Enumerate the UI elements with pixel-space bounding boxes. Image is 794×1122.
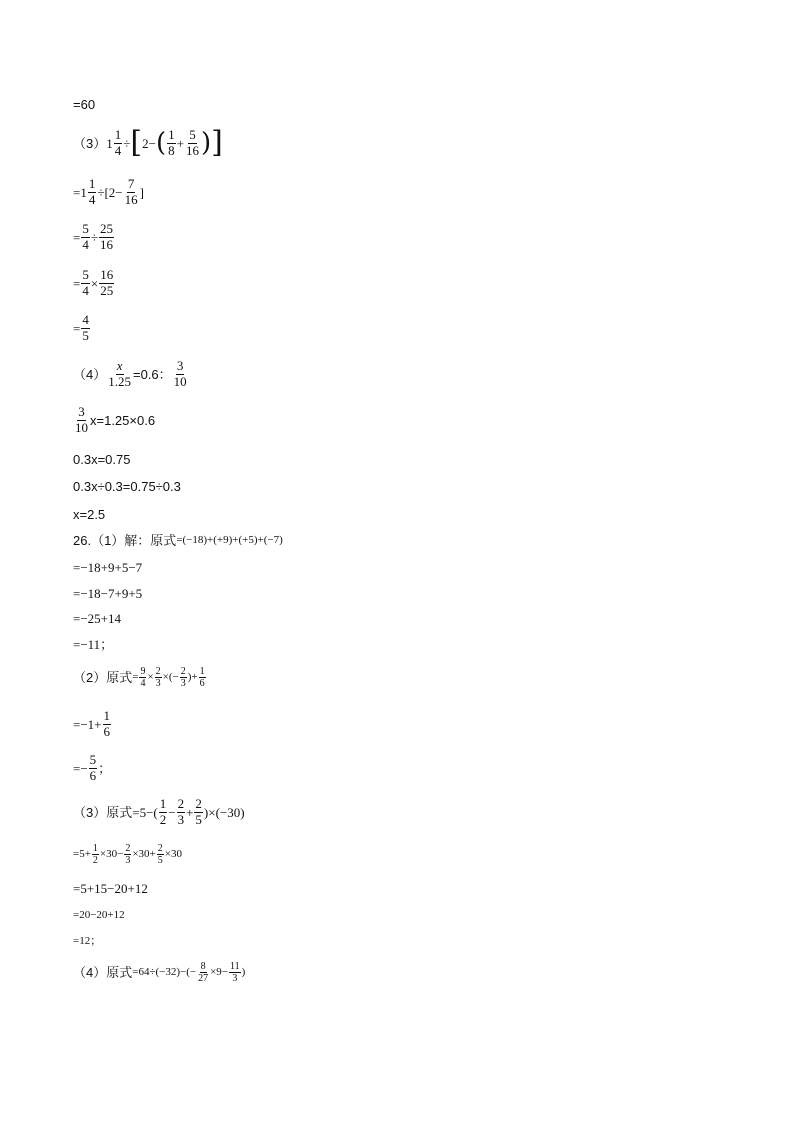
number: 2: [142, 135, 149, 151]
expression-text: ×9−: [210, 966, 228, 979]
fraction: [99, 268, 114, 298]
step-line: [73, 882, 148, 895]
expression: [132, 797, 244, 827]
numerator: 3: [176, 358, 184, 373]
operator: +: [176, 135, 184, 151]
denominator: 16: [99, 236, 113, 252]
step-line: [73, 98, 95, 111]
step-line: [73, 910, 125, 921]
step-line: [73, 268, 115, 298]
fraction: [124, 177, 139, 207]
problem-26-2: [73, 666, 207, 689]
expression-text: ×30: [164, 848, 182, 861]
fraction: [81, 313, 90, 343]
numerator: 1: [199, 666, 205, 677]
numerator: 25: [99, 221, 113, 236]
equals-sign: =: [73, 275, 81, 291]
expression-text: =5+: [73, 848, 91, 861]
fraction: [81, 222, 90, 252]
denominator: 5: [157, 855, 163, 867]
fraction: [177, 797, 186, 827]
denominator: 6: [103, 723, 110, 739]
numerator: 1: [88, 176, 96, 191]
numerator: 2: [125, 843, 131, 854]
fraction: [185, 128, 200, 158]
fraction: [139, 666, 146, 689]
numerator: 2: [157, 843, 163, 854]
problem-4-equation: [73, 359, 189, 389]
denominator: 16: [185, 142, 199, 158]
denominator: 8: [168, 142, 175, 158]
numerator: 5: [82, 221, 89, 236]
operator: ×: [147, 671, 154, 684]
denominator: 3: [180, 678, 186, 690]
denominator: 27: [198, 973, 209, 985]
problem-label: （4）: [73, 366, 107, 382]
numerator: 1: [114, 127, 122, 142]
numerator: 3: [78, 404, 85, 419]
problem-label: （4）原式: [73, 965, 133, 981]
denominator: 10: [173, 373, 187, 389]
numerator: 2: [177, 796, 185, 811]
expression-text: =64÷(−32)−(−: [132, 966, 197, 979]
step-text: x=2.5: [73, 507, 106, 522]
expression-text: x=1.25×0.6: [90, 412, 156, 428]
step-text: =20−20+12: [73, 909, 125, 921]
fraction: [159, 797, 168, 827]
fraction: [167, 128, 176, 158]
denominator: 3: [177, 811, 185, 827]
step-text: =−25+14: [73, 611, 121, 626]
problem-label: （3）原式: [73, 804, 133, 820]
denominator: 4: [140, 678, 146, 690]
numerator: 11: [230, 961, 240, 972]
fraction: [229, 961, 241, 984]
denominator: 3: [155, 678, 161, 690]
fraction: [194, 797, 203, 827]
fraction: [88, 177, 97, 207]
fraction: [103, 709, 112, 739]
numerator: x: [116, 358, 123, 373]
step-line: [73, 753, 111, 783]
step-text: =12；: [73, 935, 102, 947]
numerator: 2: [155, 666, 161, 677]
numerator: 7: [127, 176, 135, 191]
denominator: 5: [195, 811, 202, 827]
fraction: [173, 359, 188, 389]
expression-text: =(−18)+(+9)+(+5)+(−7): [176, 534, 283, 546]
denominator: 16: [124, 191, 138, 207]
operator: −: [168, 804, 176, 820]
expression-text: ÷[2−: [97, 184, 123, 200]
numerator: 1: [92, 843, 98, 854]
step-line: [73, 709, 112, 739]
numerator: 9: [140, 666, 146, 677]
step-line: [73, 612, 121, 625]
right-bracket: ]: [211, 125, 223, 161]
step-line: [73, 313, 91, 343]
fraction: [107, 359, 132, 389]
expression-text: )+: [187, 671, 198, 684]
denominator: 5: [82, 327, 89, 343]
equals-sign: =: [73, 320, 81, 336]
numerator: 16: [100, 267, 114, 282]
numerator: 2: [180, 666, 186, 677]
fraction: [180, 666, 187, 689]
denominator: 2: [159, 811, 167, 827]
step-line: [73, 638, 113, 651]
expression-text: =0.6：: [132, 366, 172, 382]
denominator: 10: [75, 419, 88, 435]
denominator: 4: [82, 282, 89, 298]
fraction: [74, 405, 89, 435]
expression-text: ×30+: [132, 848, 156, 861]
problem-26-4: [73, 961, 245, 984]
problem-26-1: [73, 534, 283, 547]
denominator: 1.25: [108, 373, 131, 389]
denominator: 25: [100, 282, 114, 298]
left-paren: (: [155, 128, 167, 159]
step-line: [73, 480, 181, 493]
step-line: [73, 405, 155, 435]
step-line: [73, 508, 105, 521]
step-line: [73, 222, 115, 252]
expression-text: ]: [139, 184, 144, 200]
step-text: =−18+9+5−7: [73, 560, 143, 575]
numerator: 8: [200, 961, 206, 972]
whole-number: 1: [80, 184, 87, 200]
expression-text: =−1+: [73, 716, 102, 732]
expression-text: =−: [73, 760, 88, 776]
problem-label: （2）原式: [73, 670, 133, 686]
expression: [132, 666, 206, 689]
equals-sign: =: [132, 671, 139, 684]
expression-text: ): [241, 966, 246, 979]
problem-label: （3）: [73, 135, 107, 151]
equals-sign: =: [73, 229, 81, 245]
left-bracket: [: [130, 125, 143, 161]
step-text: 0.3x÷0.3=0.75÷0.3: [73, 479, 181, 494]
fraction: [124, 843, 131, 866]
expression-text: =5−(: [132, 804, 158, 820]
step-text: =5+15−20+12: [73, 881, 148, 896]
denominator: 2: [92, 855, 98, 867]
numerator: 1: [159, 796, 167, 811]
step-line: [73, 587, 142, 600]
expression-text: ×30−: [99, 848, 124, 861]
expression-text: ×(−: [162, 671, 179, 684]
problem-26-3: [73, 797, 245, 827]
fraction: [155, 666, 162, 689]
numerator: 4: [82, 312, 89, 327]
numerator: 5: [82, 267, 89, 282]
numerator: 2: [195, 796, 202, 811]
operator: +: [186, 804, 194, 820]
step-text: =−11；: [73, 637, 114, 652]
fraction: [92, 843, 99, 866]
fraction: [99, 222, 114, 252]
expression-text: ；: [98, 760, 112, 776]
operator: ÷: [90, 229, 98, 245]
denominator: 4: [82, 236, 89, 252]
step-line: [73, 936, 101, 947]
operator: −: [148, 135, 156, 151]
fraction: [81, 268, 90, 298]
numerator: 1: [103, 708, 110, 723]
denominator: 4: [88, 191, 96, 207]
problem-3-expression: [73, 125, 223, 161]
fraction: [157, 843, 164, 866]
expression-text: )×(−30): [203, 804, 245, 820]
equals-sign: =: [73, 184, 81, 200]
step-line: [73, 561, 142, 574]
problem-label: 26.（1）解：原式: [73, 533, 177, 548]
numerator: 5: [89, 752, 97, 767]
step-text: 0.3x=0.75: [73, 452, 131, 467]
step-line: [73, 177, 144, 207]
step-line: [73, 843, 182, 866]
whole-number: 1: [106, 135, 113, 151]
expression: [132, 961, 245, 984]
operator: ÷: [123, 135, 131, 151]
fraction: [114, 128, 123, 158]
fraction: [197, 961, 209, 984]
denominator: 6: [199, 678, 205, 690]
step-text: =−18−7+9+5: [73, 586, 143, 601]
numerator: 1: [168, 127, 175, 142]
denominator: 6: [89, 767, 97, 783]
numerator: 5: [189, 127, 196, 142]
denominator: 3: [232, 973, 238, 985]
denominator: 3: [125, 855, 131, 867]
fraction: [199, 666, 206, 689]
step-text: =60: [73, 97, 96, 112]
fraction: [89, 753, 98, 783]
step-line: [73, 453, 130, 466]
right-paren: ): [200, 128, 212, 159]
operator: ×: [90, 275, 99, 291]
denominator: 4: [114, 142, 122, 158]
